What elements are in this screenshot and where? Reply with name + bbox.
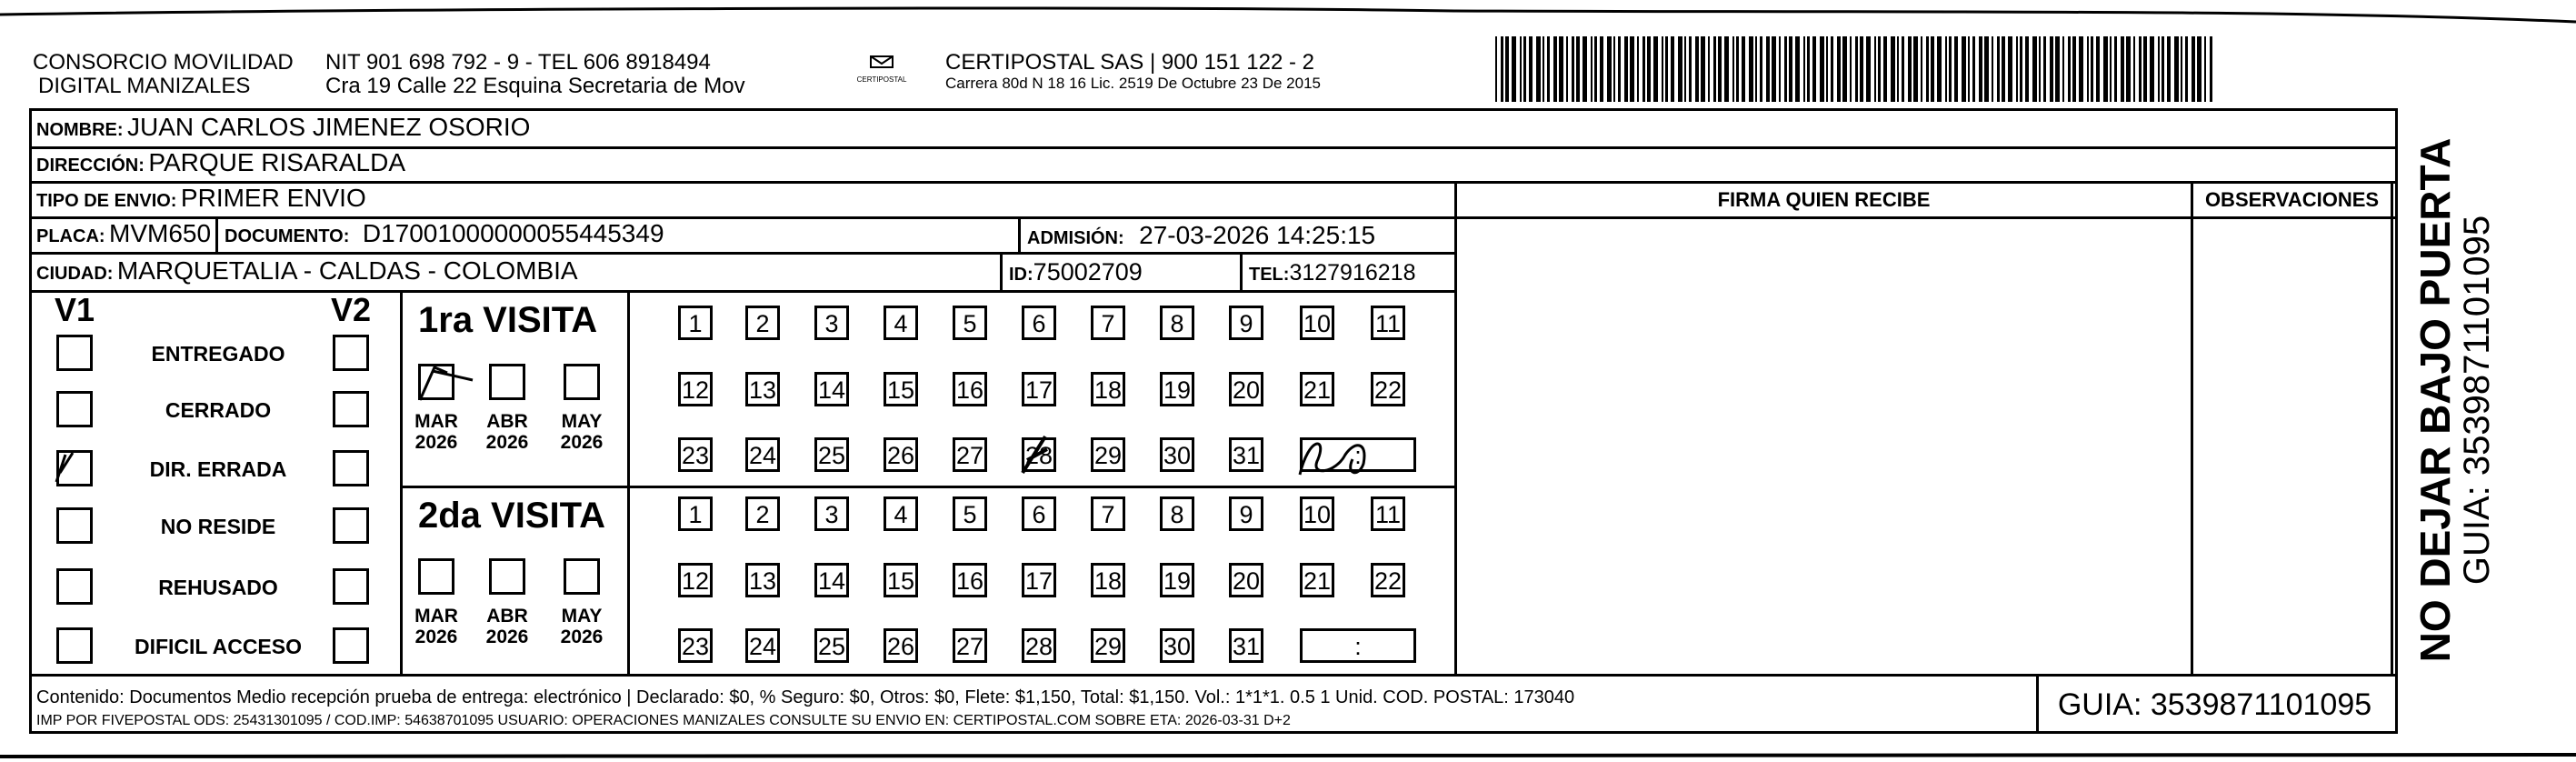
year-label: 2026 bbox=[560, 627, 604, 647]
tel-label: TEL: bbox=[1249, 265, 1290, 285]
day-box-13[interactable]: 13 bbox=[745, 563, 780, 597]
day-box-7[interactable]: 7 bbox=[1091, 496, 1125, 531]
day-box-27[interactable]: 27 bbox=[953, 628, 987, 663]
day-box-5[interactable]: 5 bbox=[953, 306, 987, 340]
company-line-1: CONSORCIO MOVILIDAD bbox=[33, 50, 294, 75]
year-label: 2026 bbox=[414, 627, 458, 647]
nombre-value: JUAN CARLOS JIMENEZ OSORIO bbox=[127, 113, 531, 141]
day-box-7[interactable]: 7 bbox=[1091, 306, 1125, 340]
day-box-16[interactable]: 16 bbox=[953, 372, 987, 406]
ciudad-value: MARQUETALIA - CALDAS - COLOMBIA bbox=[116, 256, 578, 285]
nombre-label: NOMBRE: bbox=[36, 120, 124, 140]
month-label: MAY bbox=[561, 411, 603, 432]
day-box-26[interactable]: 26 bbox=[884, 628, 918, 663]
day-box-15[interactable]: 15 bbox=[884, 563, 918, 597]
day-box-19[interactable]: 19 bbox=[1160, 563, 1194, 597]
day-box-31[interactable]: 31 bbox=[1229, 437, 1263, 472]
year-label: 2026 bbox=[485, 432, 529, 453]
month-label: MAY bbox=[561, 606, 603, 627]
year-label: 2026 bbox=[485, 627, 529, 647]
day-box-12[interactable]: 12 bbox=[678, 372, 713, 406]
admision-value: 27-03-2026 14:25:15 bbox=[1139, 221, 1376, 249]
day-box-6[interactable]: 6 bbox=[1022, 496, 1056, 531]
day-box-5[interactable]: 5 bbox=[953, 496, 987, 531]
admision-label: ADMISIÓN: bbox=[1027, 228, 1124, 248]
day-box-20[interactable]: 20 bbox=[1229, 563, 1263, 597]
company-line-2: DIGITAL MANIZALES bbox=[38, 74, 251, 98]
tipo-value: PRIMER ENVIO bbox=[180, 184, 366, 212]
company-address: Cra 19 Calle 22 Esquina Secretaria de Mov bbox=[325, 74, 745, 98]
day-box-9[interactable]: 9 bbox=[1229, 306, 1263, 340]
day-box-30[interactable]: 30 bbox=[1160, 628, 1194, 663]
firma-header: FIRMA QUIEN RECIBE bbox=[1717, 188, 1931, 211]
tipo-label: TIPO DE ENVIO: bbox=[36, 191, 177, 211]
direccion-value: PARQUE RISARALDA bbox=[148, 148, 406, 176]
carrier-name: CERTIPOSTAL SAS | 900 151 122 - 2 bbox=[945, 50, 1314, 75]
company-nit: NIT 901 698 792 - 9 - TEL 606 8918494 bbox=[325, 50, 711, 75]
time-box[interactable]: : bbox=[1300, 628, 1416, 663]
footer-print-info: IMP POR FIVEPOSTAL ODS: 25431301095 / COD.IMP: 54638701095 USUARIO: OPERACIONES MANIZALES CONSULTE SU ENVIO EN: CERTIPOSTAL.COM SOBRE ETA: 2026-03-31 D+2 bbox=[36, 713, 1291, 728]
day-box-17[interactable]: 17 bbox=[1022, 563, 1056, 597]
status-label: CERRADO bbox=[165, 398, 272, 422]
day-box-1[interactable]: 1 bbox=[678, 496, 713, 531]
day-box-29[interactable]: 29 bbox=[1091, 437, 1125, 472]
status-label: ENTREGADO bbox=[151, 342, 285, 366]
day-box-18[interactable]: 18 bbox=[1091, 372, 1125, 406]
day-box-30[interactable]: 30 bbox=[1160, 437, 1194, 472]
day-box-24[interactable]: 24 bbox=[745, 437, 780, 472]
day-box-25[interactable]: 25 bbox=[814, 628, 849, 663]
day-box-15[interactable]: 15 bbox=[884, 372, 918, 406]
day-box-31[interactable]: 31 bbox=[1229, 628, 1263, 663]
day-box-10[interactable]: 10 bbox=[1300, 496, 1334, 531]
day-box-1[interactable]: 1 bbox=[678, 306, 713, 340]
day-box-10[interactable]: 10 bbox=[1300, 306, 1334, 340]
day-box-14[interactable]: 14 bbox=[814, 372, 849, 406]
time-box[interactable]: : bbox=[1300, 437, 1416, 472]
day-box-2[interactable]: 2 bbox=[745, 306, 780, 340]
side-guia: GUIA: 3539871101095 bbox=[2457, 215, 2497, 586]
placa-label: PLACA: bbox=[36, 226, 105, 246]
day-box-4[interactable]: 4 bbox=[884, 496, 918, 531]
day-box-8[interactable]: 8 bbox=[1160, 306, 1194, 340]
day-box-28[interactable]: 28 bbox=[1022, 437, 1056, 472]
ciudad-label: CIUDAD: bbox=[36, 264, 114, 284]
day-box-8[interactable]: 8 bbox=[1160, 496, 1194, 531]
day-box-2[interactable]: 2 bbox=[745, 496, 780, 531]
logo-text: CERTIPOSTAL bbox=[856, 75, 907, 84]
day-box-27[interactable]: 27 bbox=[953, 437, 987, 472]
day-box-23[interactable]: 23 bbox=[678, 628, 713, 663]
day-box-25[interactable]: 25 bbox=[814, 437, 849, 472]
documento-label: DOCUMENTO: bbox=[225, 226, 350, 246]
status-label: DIFICIL ACCESO bbox=[134, 635, 302, 658]
day-box-28[interactable]: 28 bbox=[1022, 628, 1056, 663]
day-box-21[interactable]: 21 bbox=[1300, 563, 1334, 597]
day-box-24[interactable]: 24 bbox=[745, 628, 780, 663]
year-label: 2026 bbox=[560, 432, 604, 453]
direccion-label: DIRECCIÓN: bbox=[36, 155, 145, 175]
day-box-22[interactable]: 22 bbox=[1371, 372, 1405, 406]
first-visit-title: 1ra VISITA bbox=[418, 300, 598, 340]
v2-header: V2 bbox=[331, 291, 372, 328]
day-box-6[interactable]: 6 bbox=[1022, 306, 1056, 340]
day-box-16[interactable]: 16 bbox=[953, 563, 987, 597]
observaciones-header: OBSERVACIONES bbox=[2204, 188, 2380, 211]
v1-header: V1 bbox=[55, 291, 95, 328]
month-label: ABR bbox=[486, 606, 528, 627]
day-box-19[interactable]: 19 bbox=[1160, 372, 1194, 406]
id-value: 75002709 bbox=[1033, 258, 1143, 286]
carrier-address: Carrera 80d N 18 16 Lic. 2519 De Octubre 23 De 2015 bbox=[945, 75, 1321, 92]
day-box-18[interactable]: 18 bbox=[1091, 563, 1125, 597]
day-box-9[interactable]: 9 bbox=[1229, 496, 1263, 531]
day-box-3[interactable]: 3 bbox=[814, 306, 849, 340]
month-label: MAR bbox=[414, 606, 458, 627]
day-box-11[interactable]: 11 bbox=[1371, 496, 1405, 531]
status-label: NO RESIDE bbox=[160, 515, 276, 538]
day-box-17[interactable]: 17 bbox=[1022, 372, 1056, 406]
day-box-23[interactable]: 23 bbox=[678, 437, 713, 472]
placa-value: MVM650 bbox=[109, 219, 212, 247]
side-warning: NO DEJAR BAJO PUERTA bbox=[2411, 137, 2459, 663]
footer-guia: GUIA: 3539871101095 bbox=[2057, 687, 2372, 722]
day-box-22[interactable]: 22 bbox=[1371, 563, 1405, 597]
documento-value: D17001000000055445349 bbox=[362, 219, 664, 247]
day-box-26[interactable]: 26 bbox=[884, 437, 918, 472]
day-box-29[interactable]: 29 bbox=[1091, 628, 1125, 663]
status-label: DIR. ERRADA bbox=[149, 457, 287, 481]
status-label: REHUSADO bbox=[158, 576, 278, 599]
day-box-12[interactable]: 12 bbox=[678, 563, 713, 597]
day-box-20[interactable]: 20 bbox=[1229, 372, 1263, 406]
day-box-3[interactable]: 3 bbox=[814, 496, 849, 531]
day-box-21[interactable]: 21 bbox=[1300, 372, 1334, 406]
month-label: ABR bbox=[486, 411, 528, 432]
day-box-11[interactable]: 11 bbox=[1371, 306, 1405, 340]
day-box-4[interactable]: 4 bbox=[884, 306, 918, 340]
day-box-14[interactable]: 14 bbox=[814, 563, 849, 597]
month-label: MAR bbox=[414, 411, 458, 432]
footer-content: Contenido: Documentos Medio recepción prueba de entrega: electrónico | Declarado: $0, % Seguro: $0, Otros: $0, Flete: $1,150, Total: $1,150. Vol.: 1*1*1. 0.5 1 Unid. COD. POSTAL: 173040 bbox=[36, 687, 1575, 707]
second-visit-title: 2da VISITA bbox=[418, 496, 605, 536]
tel-value: 3127916218 bbox=[1289, 260, 1416, 286]
id-label: ID: bbox=[1009, 265, 1033, 285]
day-box-13[interactable]: 13 bbox=[745, 372, 780, 406]
year-label: 2026 bbox=[414, 432, 458, 453]
